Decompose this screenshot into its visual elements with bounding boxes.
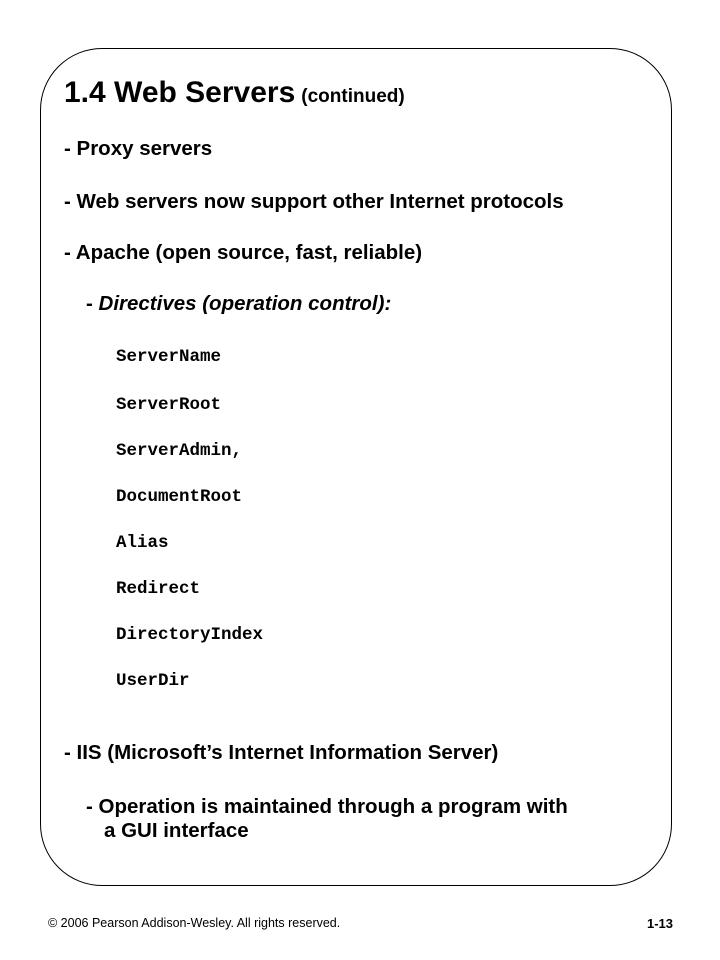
bullet-other-protocols: - Web servers now support other Internet protocols bbox=[64, 190, 564, 213]
directive-item: ServerName bbox=[116, 347, 222, 367]
directive-item: Redirect bbox=[116, 579, 201, 599]
copyright-notice: © 2006 Pearson Addison-Wesley. All rights reserved. bbox=[48, 916, 341, 930]
sub-bullet-dash: - bbox=[86, 292, 99, 315]
directive-item: DirectoryIndex bbox=[116, 625, 264, 645]
bullet-iis: - IIS (Microsoft’s Internet Information Server) bbox=[64, 741, 499, 764]
directives-heading: Directives (operation control): bbox=[98, 292, 392, 315]
slide-title-suffix: (continued) bbox=[301, 86, 405, 107]
page-number: 1-13 bbox=[646, 916, 673, 931]
sub-bullet-directives bbox=[86, 292, 391, 316]
directive-item: Alias bbox=[116, 533, 169, 553]
bullet-proxy-servers: - Proxy servers bbox=[64, 137, 213, 160]
sub-bullet-operation-line2: a GUI interface bbox=[104, 819, 249, 842]
sub-bullet-operation-line1: - Operation is maintained through a program with bbox=[86, 795, 568, 818]
slide-title bbox=[64, 76, 405, 110]
bullet-apache: - Apache (open source, fast, reliable) bbox=[64, 241, 423, 264]
directive-item: ServerRoot bbox=[116, 395, 222, 415]
directive-item: UserDir bbox=[116, 671, 190, 691]
slide-title-text: 1.4 Web Servers bbox=[64, 76, 296, 109]
directive-item: DocumentRoot bbox=[116, 487, 243, 507]
directive-item: ServerAdmin, bbox=[116, 441, 243, 461]
